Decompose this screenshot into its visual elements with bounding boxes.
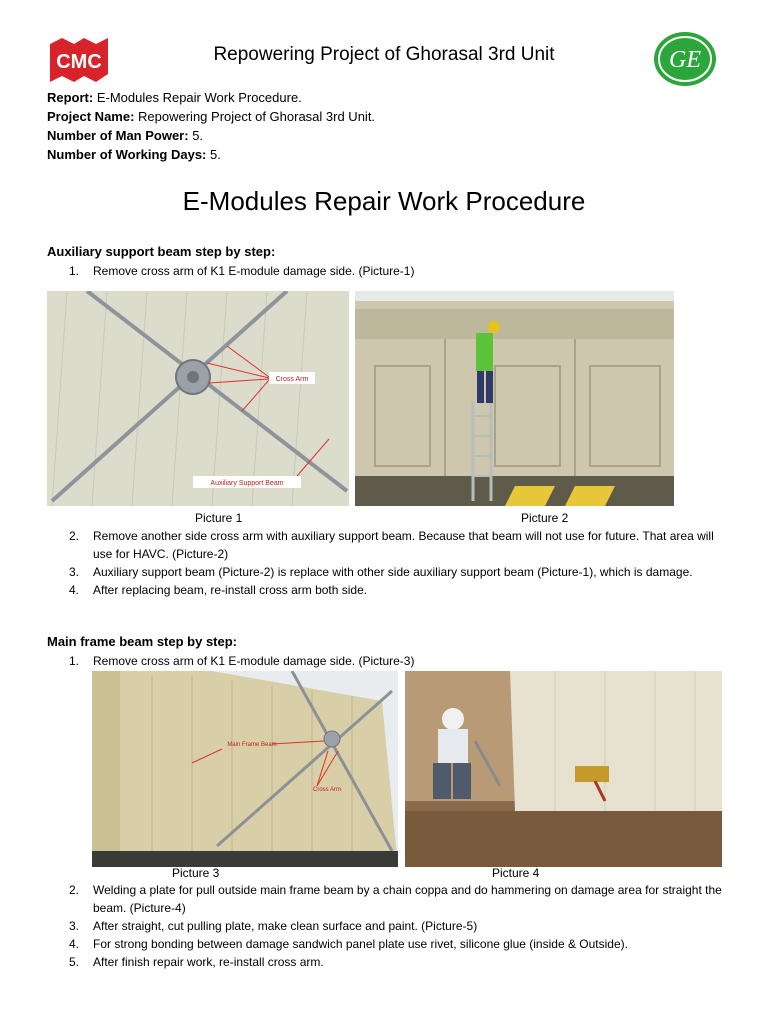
list-item: 3. After straight, cut pulling plate, make clean surface and paint. (Picture-5) bbox=[69, 919, 478, 933]
picture-1-caption: Picture 1 bbox=[195, 511, 243, 525]
main-title: E-Modules Repair Work Procedure bbox=[182, 186, 586, 216]
cmc-logo-text: CMC bbox=[56, 51, 102, 73]
ge-logo-text: GE bbox=[669, 47, 701, 73]
section-aux-beam-title: Auxiliary support beam step by step: bbox=[47, 244, 276, 259]
picture-2 bbox=[355, 291, 674, 506]
picture-3-caption: Picture 3 bbox=[172, 866, 220, 880]
picture-4-caption: Picture 4 bbox=[492, 866, 540, 880]
picture-2-caption: Picture 2 bbox=[521, 511, 569, 525]
section-main-frame-steps bbox=[47, 881, 727, 971]
picture-3-cross-arm-label: Cross Arm bbox=[312, 787, 342, 793]
header-title: Repowering Project of Ghorasal 3rd Unit bbox=[213, 44, 555, 65]
meta-manpower: Number of Man Power: 5. bbox=[47, 128, 204, 143]
picture-3-main-frame-label: Main Frame Beam bbox=[227, 742, 277, 748]
meta-project: Project Name: Repowering Project of Ghorasal 3rd Unit. bbox=[47, 109, 376, 124]
ge-logo bbox=[652, 30, 718, 88]
list-item: 4. After replacing beam, re-install cross arm both side. bbox=[69, 583, 368, 597]
list-item: 2. Welding a plate for pull outside main frame beam by a chain coppa and do hammering on damage area for straight the beam. (Picture-4) bbox=[69, 883, 722, 915]
meta-working-days: Number of Working Days: 5. bbox=[47, 147, 221, 162]
picture-4 bbox=[405, 671, 722, 867]
section-aux-beam-steps bbox=[47, 527, 727, 599]
list-item: 5. After finish repair work, re-install cross arm. bbox=[69, 955, 324, 969]
picture-1-aux-beam-label: Auxiliary Support Beam bbox=[210, 480, 284, 487]
section-main-frame-title: Main frame beam step by step: bbox=[47, 634, 237, 649]
picture-1 bbox=[47, 291, 349, 506]
report-meta bbox=[47, 88, 375, 164]
picture-1-cross-arm-label: Cross Arm bbox=[275, 376, 309, 383]
meta-report: Report: E-Modules Repair Work Procedure. bbox=[47, 90, 302, 105]
list-item: 4. For strong bonding between damage sandwich panel plate use rivet, silicone glue (inside & Outside). bbox=[69, 937, 628, 951]
section-aux-beam-step1: 1. Remove cross arm of K1 E-module damage side. (Picture-1) bbox=[69, 264, 415, 278]
list-item: 3. Auxiliary support beam (Picture-2) is replace with other side auxiliary support beam (Picture-1), which is damage. bbox=[69, 565, 693, 579]
section-main-frame-step1: 1. Remove cross arm of K1 E-module damage side. (Picture-3) bbox=[69, 654, 415, 668]
list-item: 2. Remove another side cross arm with auxiliary support beam. Because that beam will not use for future. That area will use for HAVC. (Picture-2) bbox=[69, 529, 714, 561]
picture-3 bbox=[92, 671, 398, 867]
